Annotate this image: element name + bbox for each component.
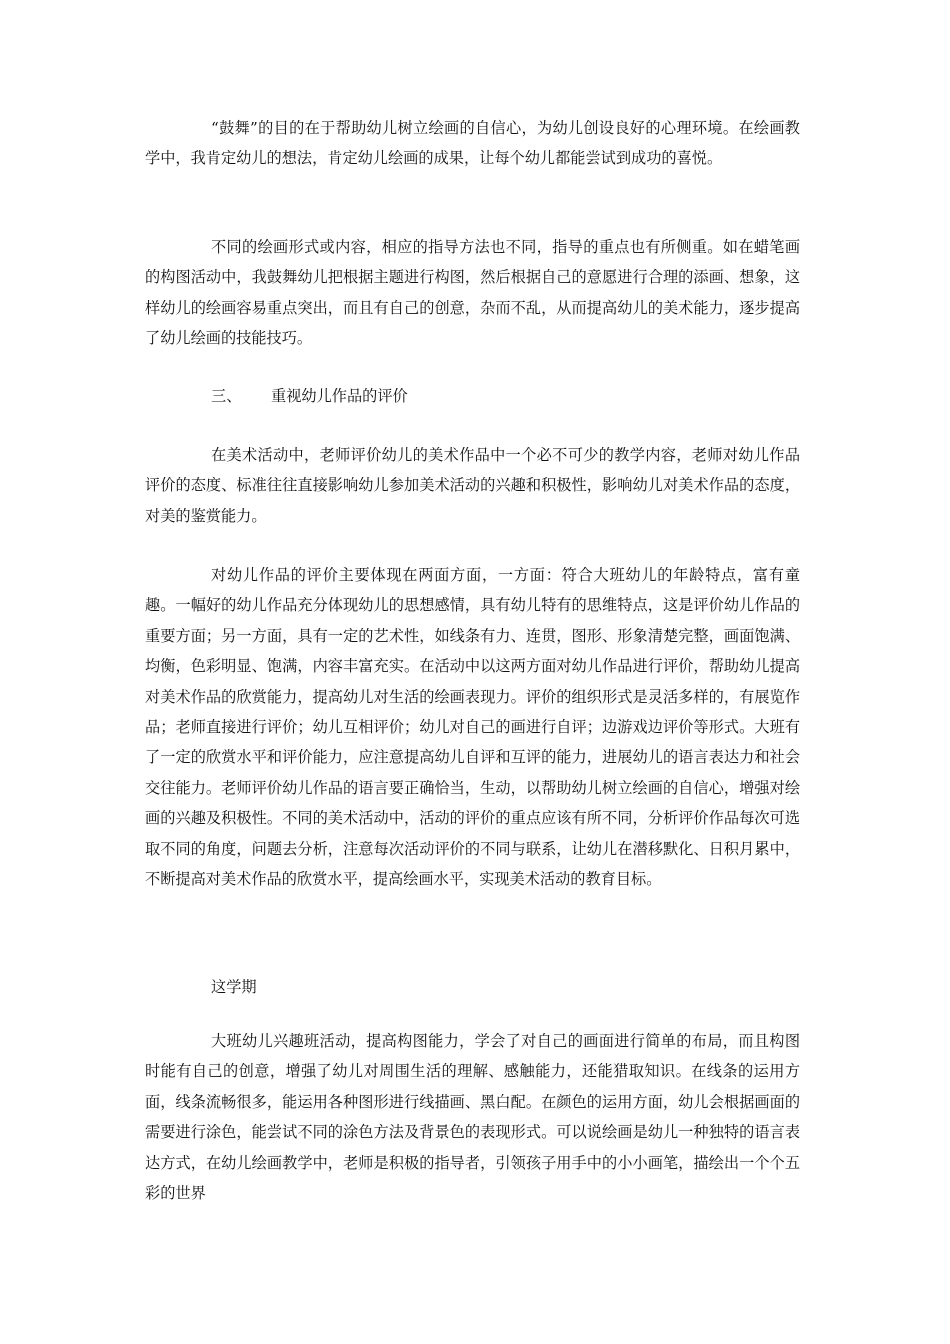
paragraph-encouragement: “鼓舞”的目的在于帮助幼儿树立绘画的自信心，为幼儿创设良好的心理环境。在绘画教学中，我肯定幼儿的想法，肯定幼儿绘画的成果，让每个幼儿都能尝试到成功的喜悦。 — [145, 119, 800, 168]
paragraph-evaluation-content: 对幼儿作品的评价主要体现在两面方面，一方面：符合大班幼儿的年龄特点，富有童趣。一幅好的幼儿作品充分体现幼儿的思想感情，具有幼儿特有的思维特点，这是评价幼儿作品的重要方面；另一方面，具有一定的艺术性，如线条有力、连贯，图形、形象清楚完整，画面饱满、均衡，色彩明显、饱满，内容丰富充实。在活动中以这两方面对幼儿作品进行评价，帮助幼儿提高对美术作品的欣赏能力，提高幼儿对生活的绘画表现力。评价的组织形式是灵活多样的，有展览作品；老师直接进行评价；幼儿互相评价；幼儿对自己的画进行自评；边游戏边评价等形式。大班有了一定的欣赏水平和评价能力，应注意提高幼儿自评和互评的能力，进展幼儿的语言表达力和社会交往能力。老师评价幼儿作品的语言要正确恰当，生动，以帮助幼儿树立绘画的自信心，增强对绘画的兴趣及积极性。不同的美术活动中，活动的评价的重点应该有所不同，分析评价作品每次可选取不同的角度，问题去分析，注意每次活动评价的不同与联系，让幼儿在潜移默化、日积月累中，不断提高对美术作品的欣赏水平，提高绘画水平，实现美术活动的教育目标。 — [145, 566, 800, 889]
paragraph-guidance-methods: 不同的绘画形式或内容，相应的指导方法也不同，指导的重点也有所侧重。如在蜡笔画的构图活动中，我鼓舞幼儿把根据主题进行构图，然后根据自己的意愿进行合理的添画、想象，这样幼儿的绘画容易重点突出，而且有自己的创意，杂而不乱，从而提高幼儿的美术能力，逐步提高了幼儿绘画的技能技巧。 — [145, 238, 800, 348]
section-heading-number: 三、 — [211, 387, 242, 405]
paragraph-semester-summary: 大班幼儿兴趣班活动，提高构图能力，学会了对自己的画面进行简单的布局，而且构图时能有自己的创意，增强了幼儿对周围生活的理解、感触能力，还能猎取知识。在线条的运用方面，线条流畅很多，能运用各种图形进行线描画、黑白配。在颜色的运用方面，幼儿会根据画面的需要进行涂色，能尝试不同的涂色方法及背景色的表现形式。可以说绘画是幼儿一种独特的语言表达方式，在幼儿绘画教学中，老师是积极的指导者，引领孩子用手中的小小画笔，描绘出一个个五彩的世界 — [145, 1032, 800, 1203]
section-heading — [211, 381, 408, 411]
paragraph-this-semester: 这学期 — [211, 978, 257, 996]
paragraph-evaluation-importance: 在美术活动中，老师评价幼儿的美术作品中一个必不可少的教学内容，老师对幼儿作品评价的态度、标准往往直接影响幼儿参加美术活动的兴趣和积极性，影响幼儿对美术作品的态度，对美的鉴赏能力。 — [145, 446, 800, 525]
section-heading-title: 重视幼儿作品的评价 — [271, 387, 408, 405]
